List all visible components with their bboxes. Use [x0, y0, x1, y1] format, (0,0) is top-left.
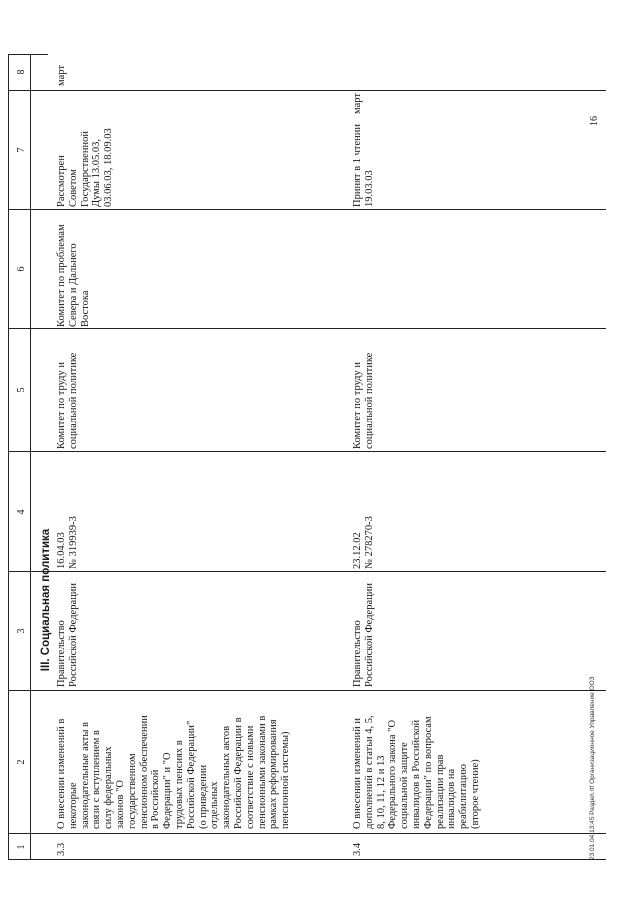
table-column-line	[8, 451, 606, 452]
rotated-table	[0, 40, 620, 900]
row-registration: 16.04.03 № 319939-3	[56, 516, 79, 569]
footer-timestamp: 23.01.04 13:45	[589, 816, 596, 860]
table-column-line	[8, 571, 606, 572]
table-column-line	[8, 690, 606, 691]
row-status: Принят в 1 чтении 19.03.03	[352, 124, 375, 207]
row-committee: Комитет по труду и социальной политике	[352, 352, 375, 449]
row-term: март	[352, 93, 363, 114]
row-initiator: Правительство Российской Федерации	[352, 583, 375, 687]
column-number: 8	[16, 69, 27, 75]
table-border-line	[8, 859, 606, 860]
row-title: О внесении изменений и дополнений в статьи 4, 5, 8, 10, 11, 12 и 13 Федерального закона "О социальной защите инвалидов в Российской Федерации" по вопросам реализации прав инвалидов на реабилитацию (второе чтение)	[352, 715, 481, 829]
table-border-line	[8, 54, 9, 860]
table-column-line	[8, 90, 606, 91]
row-title: О внесении изменений в некоторые законодательные акты в связи с вступлением в силу федеральных законов "О государственном пенсионном обеспечении в Российской Федерации" и "О трудовых пенсиях в Российской Федерации" (о приведении отдельных законодательных актов Российской Федерации в соответствие с новыми пенсионными законами в рамках реформирования пенсионной системы)	[56, 715, 292, 829]
table-column-line	[8, 209, 606, 210]
page-number: 16	[589, 116, 600, 126]
column-number: 5	[16, 387, 27, 393]
footer-doc-label: Раздел.rtf	[589, 785, 596, 815]
table-column-line	[8, 833, 606, 834]
row-co-committee: Комитет по проблемам Севера и Дальнего Востока	[56, 224, 91, 327]
page-footer	[589, 676, 596, 860]
row-initiator: Правительство Российской Федерации	[56, 583, 79, 687]
section-title: III. Социальная политика	[40, 528, 52, 672]
row-status: Рассмотрен Советом Государственной Думы 13.05.03, 03.06.03, 18.09.03	[56, 128, 115, 207]
column-number: 4	[16, 509, 27, 515]
table-header-line	[30, 54, 31, 860]
row-committee: Комитет по труду и социальной политике	[56, 352, 79, 449]
row-number: 3.3	[56, 842, 67, 856]
row-term: март	[56, 65, 67, 86]
column-number: 1	[16, 844, 27, 850]
row-number: 3.4	[352, 842, 363, 856]
row-registration: 23.12.02 № 278270-3	[352, 516, 375, 569]
column-number: 6	[16, 266, 27, 272]
column-number: 3	[16, 628, 27, 634]
footer-department: Организационное Управление ООЗ	[589, 676, 596, 784]
column-number: 2	[16, 759, 27, 765]
table-column-line	[8, 328, 606, 329]
table-border-line	[8, 54, 48, 55]
column-number: 7	[16, 147, 27, 153]
